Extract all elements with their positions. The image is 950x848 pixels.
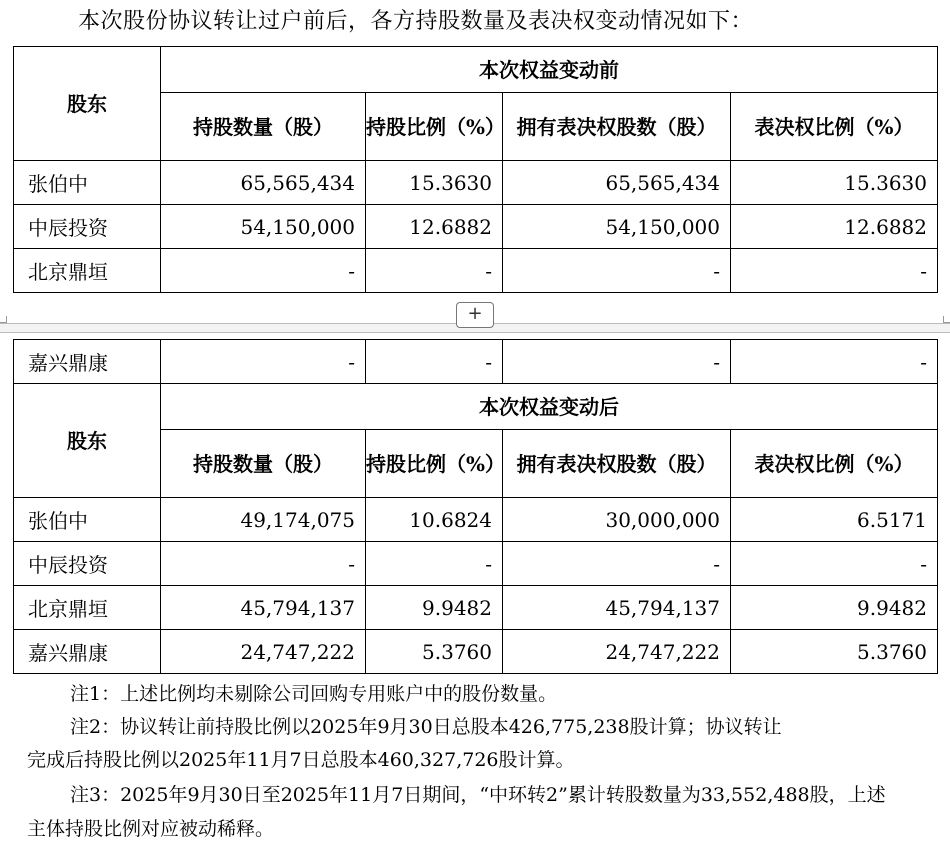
cell-voting-shares: -: [503, 340, 731, 384]
cell-shares: 49,174,075: [161, 498, 366, 542]
cell-voting-ratio: 5.3760: [731, 630, 938, 674]
header-shareholder: 股东: [14, 47, 161, 161]
header-voting-shares: 拥有表决权股数（股）: [503, 93, 731, 161]
cell-ratio: 5.3760: [366, 630, 503, 674]
cell-voting-ratio: 6.5171: [731, 498, 938, 542]
cell-ratio: -: [366, 249, 503, 293]
cell-name: 嘉兴鼎康: [14, 340, 161, 384]
cell-voting-ratio: 9.9482: [731, 586, 938, 630]
cell-voting-shares: 54,150,000: [503, 205, 731, 249]
cell-ratio: -: [366, 542, 503, 586]
table-row: [14, 630, 938, 674]
cell-voting-ratio: -: [731, 249, 938, 293]
cell-name: 北京鼎垣: [14, 249, 161, 293]
add-row-button[interactable]: +: [456, 302, 494, 328]
cell-voting-shares: 45,794,137: [503, 586, 731, 630]
header-shareholder: 股东: [14, 384, 161, 498]
cell-ratio: 12.6882: [366, 205, 503, 249]
table-row: [14, 542, 938, 586]
cell-shares: 24,747,222: [161, 630, 366, 674]
header-group-after: 本次权益变动后: [161, 384, 938, 430]
cell-ratio: 10.6824: [366, 498, 503, 542]
table-row: [14, 586, 938, 630]
cell-shares: 65,565,434: [161, 161, 366, 205]
header-ratio: 持股比例（%）: [366, 93, 503, 161]
note-2-line-2: 完成后持股比例以2025年11月7日总股本460,327,726股计算。: [27, 749, 575, 771]
header-ratio: 持股比例（%）: [366, 430, 503, 498]
cell-ratio: 15.3630: [366, 161, 503, 205]
cell-voting-shares: 30,000,000: [503, 498, 731, 542]
table-row: [14, 205, 938, 249]
note-1: 注1：上述比例均未剔除公司回购专用账户中的股份数量。: [70, 683, 558, 705]
page-corner-mark: [0, 316, 7, 323]
cell-name: 中辰投资: [14, 205, 161, 249]
note-2-line-1: 注2：协议转让前持股比例以2025年9月30日总股本426,775,238股计算；协议转让: [70, 716, 782, 738]
cell-voting-ratio: 12.6882: [731, 205, 938, 249]
note-3-line-2: 主体持股比例对应被动稀释。: [27, 818, 275, 840]
cell-voting-ratio: -: [731, 542, 938, 586]
header-voting-ratio: 表决权比例（%）: [731, 430, 938, 498]
table-before-change: [13, 46, 938, 293]
header-shares: 持股数量（股）: [161, 93, 366, 161]
cell-ratio: 9.9482: [366, 586, 503, 630]
table-row: [14, 498, 938, 542]
cell-shares: 45,794,137: [161, 586, 366, 630]
header-voting-shares: 拥有表决权股数（股）: [503, 430, 731, 498]
cell-voting-shares: -: [503, 542, 731, 586]
intro-text: 本次股份协议转让过户前后，各方持股数量及表决权变动情况如下：: [78, 9, 754, 34]
cell-shares: -: [161, 542, 366, 586]
cell-name: 中辰投资: [14, 542, 161, 586]
cell-shares: -: [161, 340, 366, 384]
cell-voting-ratio: 15.3630: [731, 161, 938, 205]
cell-ratio: -: [366, 340, 503, 384]
note-3-line-1: 注3：2025年9月30日至2025年11月7日期间，“中环转2”累计转股数量为33,552,488股，上述: [70, 784, 886, 806]
table-after-change: [13, 339, 938, 674]
cell-name: 张伯中: [14, 161, 161, 205]
cell-voting-shares: 65,565,434: [503, 161, 731, 205]
cell-voting-ratio: -: [731, 340, 938, 384]
cell-voting-shares: 24,747,222: [503, 630, 731, 674]
cell-name: 张伯中: [14, 498, 161, 542]
table-row: [14, 249, 938, 293]
cell-shares: 54,150,000: [161, 205, 366, 249]
header-group-before: 本次权益变动前: [161, 47, 938, 93]
table-row: [14, 161, 938, 205]
page-corner-mark: [943, 316, 950, 323]
cell-name: 嘉兴鼎康: [14, 630, 161, 674]
header-voting-ratio: 表决权比例（%）: [731, 93, 938, 161]
header-shares: 持股数量（股）: [161, 430, 366, 498]
cell-shares: -: [161, 249, 366, 293]
cell-voting-shares: -: [503, 249, 731, 293]
cell-name: 北京鼎垣: [14, 586, 161, 630]
table-row: [14, 340, 938, 384]
